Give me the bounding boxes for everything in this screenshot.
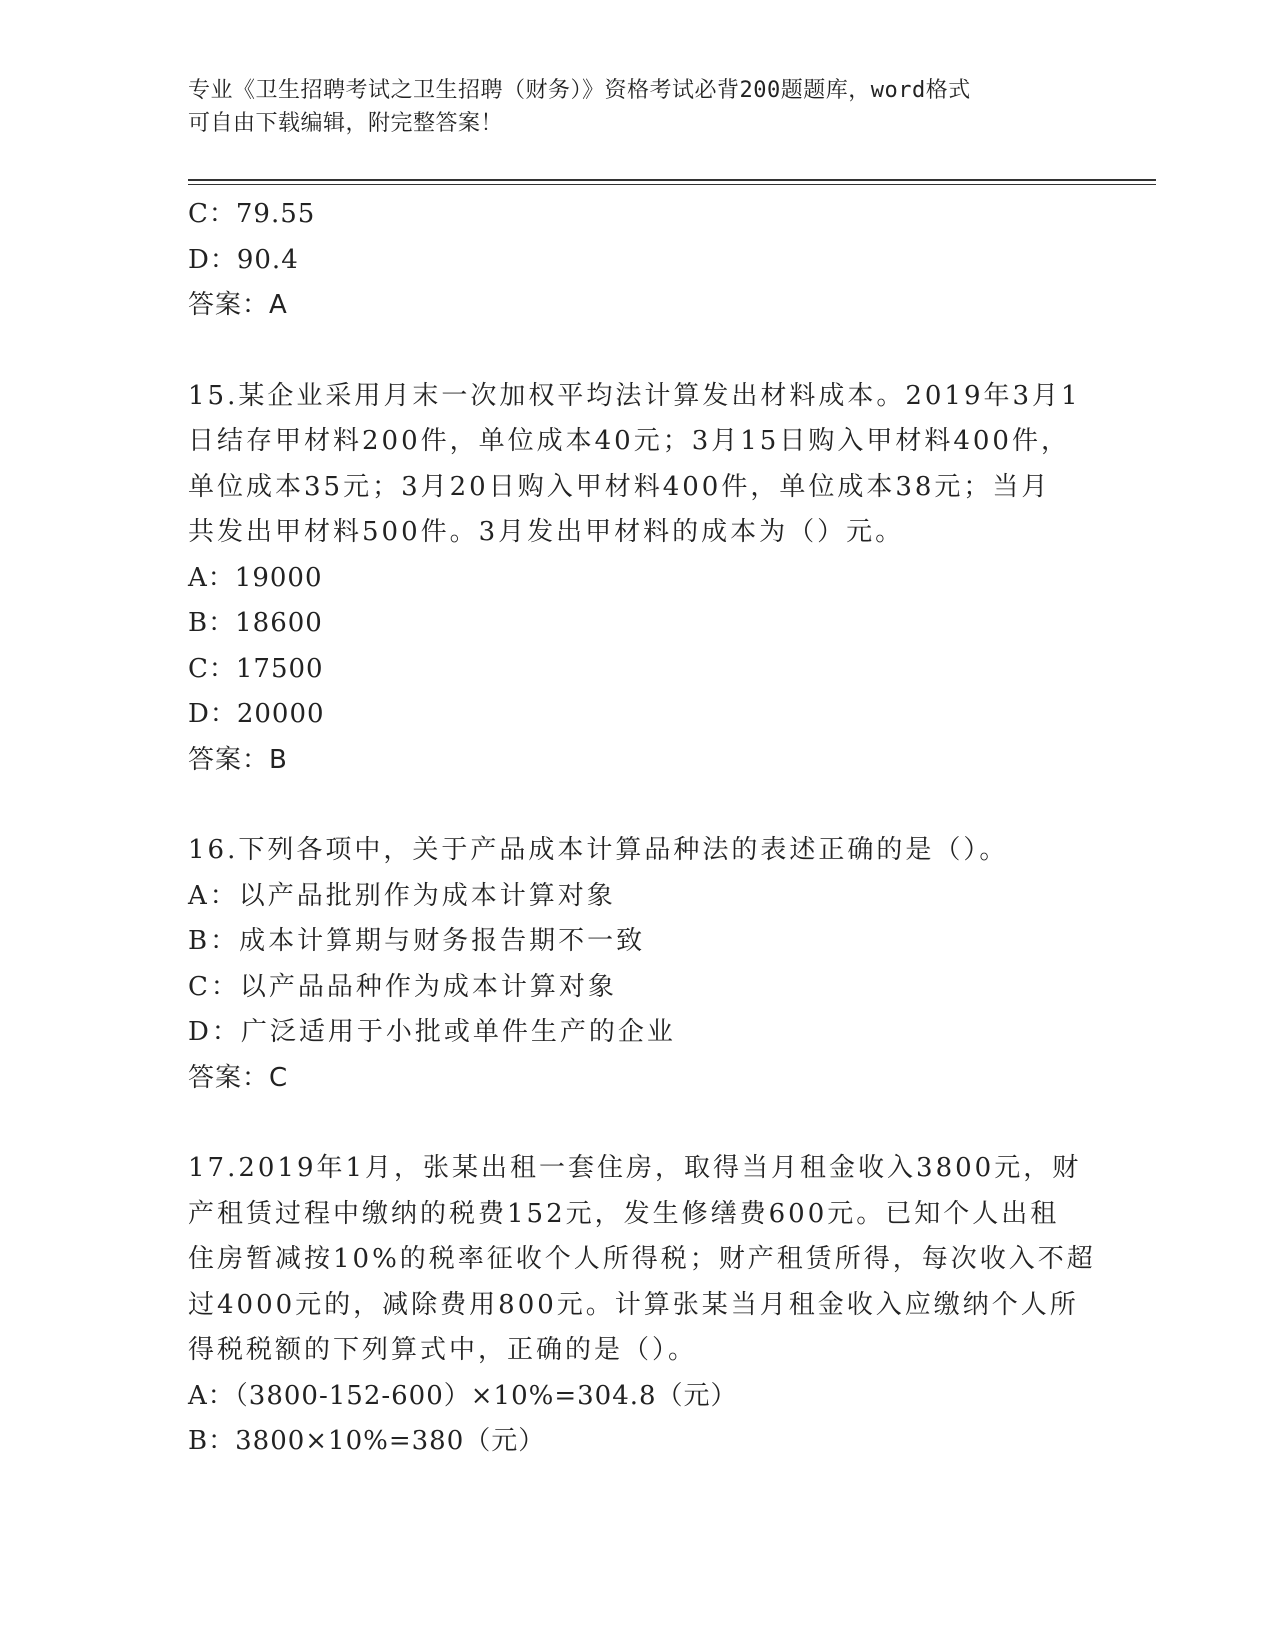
prev-option-c: C：79.55 [188, 199, 316, 229]
q16-option-b: B：成本计算期与财务报告期不一致 [188, 926, 646, 956]
spacer [188, 329, 1088, 374]
q15-stem-line: 单位成本35元；3月20日购入甲材料400件，单位成本38元；当月 [188, 471, 1051, 502]
prev-option-d: D：90.4 [188, 244, 299, 275]
q16-option-a: A：以产品批别作为成本计算对象 [188, 880, 616, 911]
q16-option-c: C：以产品品种作为成本计算对象 [188, 971, 617, 1002]
q17-stem-line: 住房暂减按10%的税率征收个人所得税；财产租赁所得，每次收入不超 [188, 1244, 1096, 1274]
header-divider-thin [188, 184, 1156, 185]
question-content [188, 192, 1096, 1465]
q15-option-d: D：20000 [188, 699, 325, 729]
q16-answer: 答案：C [188, 1062, 289, 1093]
page-header [188, 74, 1068, 140]
q16-option-d: D：广泛适用于小批或单件生产的企业 [188, 1017, 676, 1047]
prev-answer: 答案：A [188, 290, 288, 320]
q17-option-b: B：3800×10%=380（元） [188, 1426, 546, 1456]
spacer [188, 783, 1088, 828]
q17-stem-line: 得税税额的下列算式中，正确的是（）。 [188, 1335, 698, 1365]
question-16 [188, 828, 1088, 1101]
q15-stem-line: 日结存甲材料200件，单位成本40元；3月15日购入甲材料400件， [188, 426, 1070, 456]
header-line-2: 可自由下载编辑，附完整答案！ [188, 111, 504, 136]
q15-answer: 答案：B [188, 744, 288, 775]
q17-stem-line: 17.2019年1月，张某出租一套住房，取得当月租金收入3800元，财 [188, 1153, 1082, 1183]
question-15 [188, 374, 1088, 784]
question-17 [188, 1146, 1096, 1465]
q15-option-a: A：19000 [188, 562, 323, 593]
q15-option-c: C：17500 [188, 653, 324, 684]
q17-stem-line: 过4000元的，减除费用800元。计算张某当月租金收入应缴纳个人所 [188, 1289, 1079, 1320]
q15-stem-line: 共发出甲材料500件。3月发出甲材料的成本为（）元。 [188, 517, 905, 547]
q15-option-b: B：18600 [188, 608, 323, 638]
q16-stem-line: 16.下列各项中，关于产品成本计算品种法的表述正确的是（）。 [188, 835, 1009, 865]
header-divider-thick [188, 179, 1156, 181]
q17-stem-line: 产租赁过程中缴纳的税费152元，发生修缮费600元。已知个人出租 [188, 1198, 1060, 1229]
header-line-1: 专业《卫生招聘考试之卫生招聘（财务）》资格考试必背200题题库，word格式 [188, 78, 971, 103]
q17-option-a: A：（3800-152-600）×10%=304.8（元） [188, 1380, 738, 1411]
q15-stem-line: 15.某企业采用月末一次加权平均法计算发出材料成本。2019年3月1 [188, 380, 1081, 411]
spacer [188, 1101, 1088, 1146]
